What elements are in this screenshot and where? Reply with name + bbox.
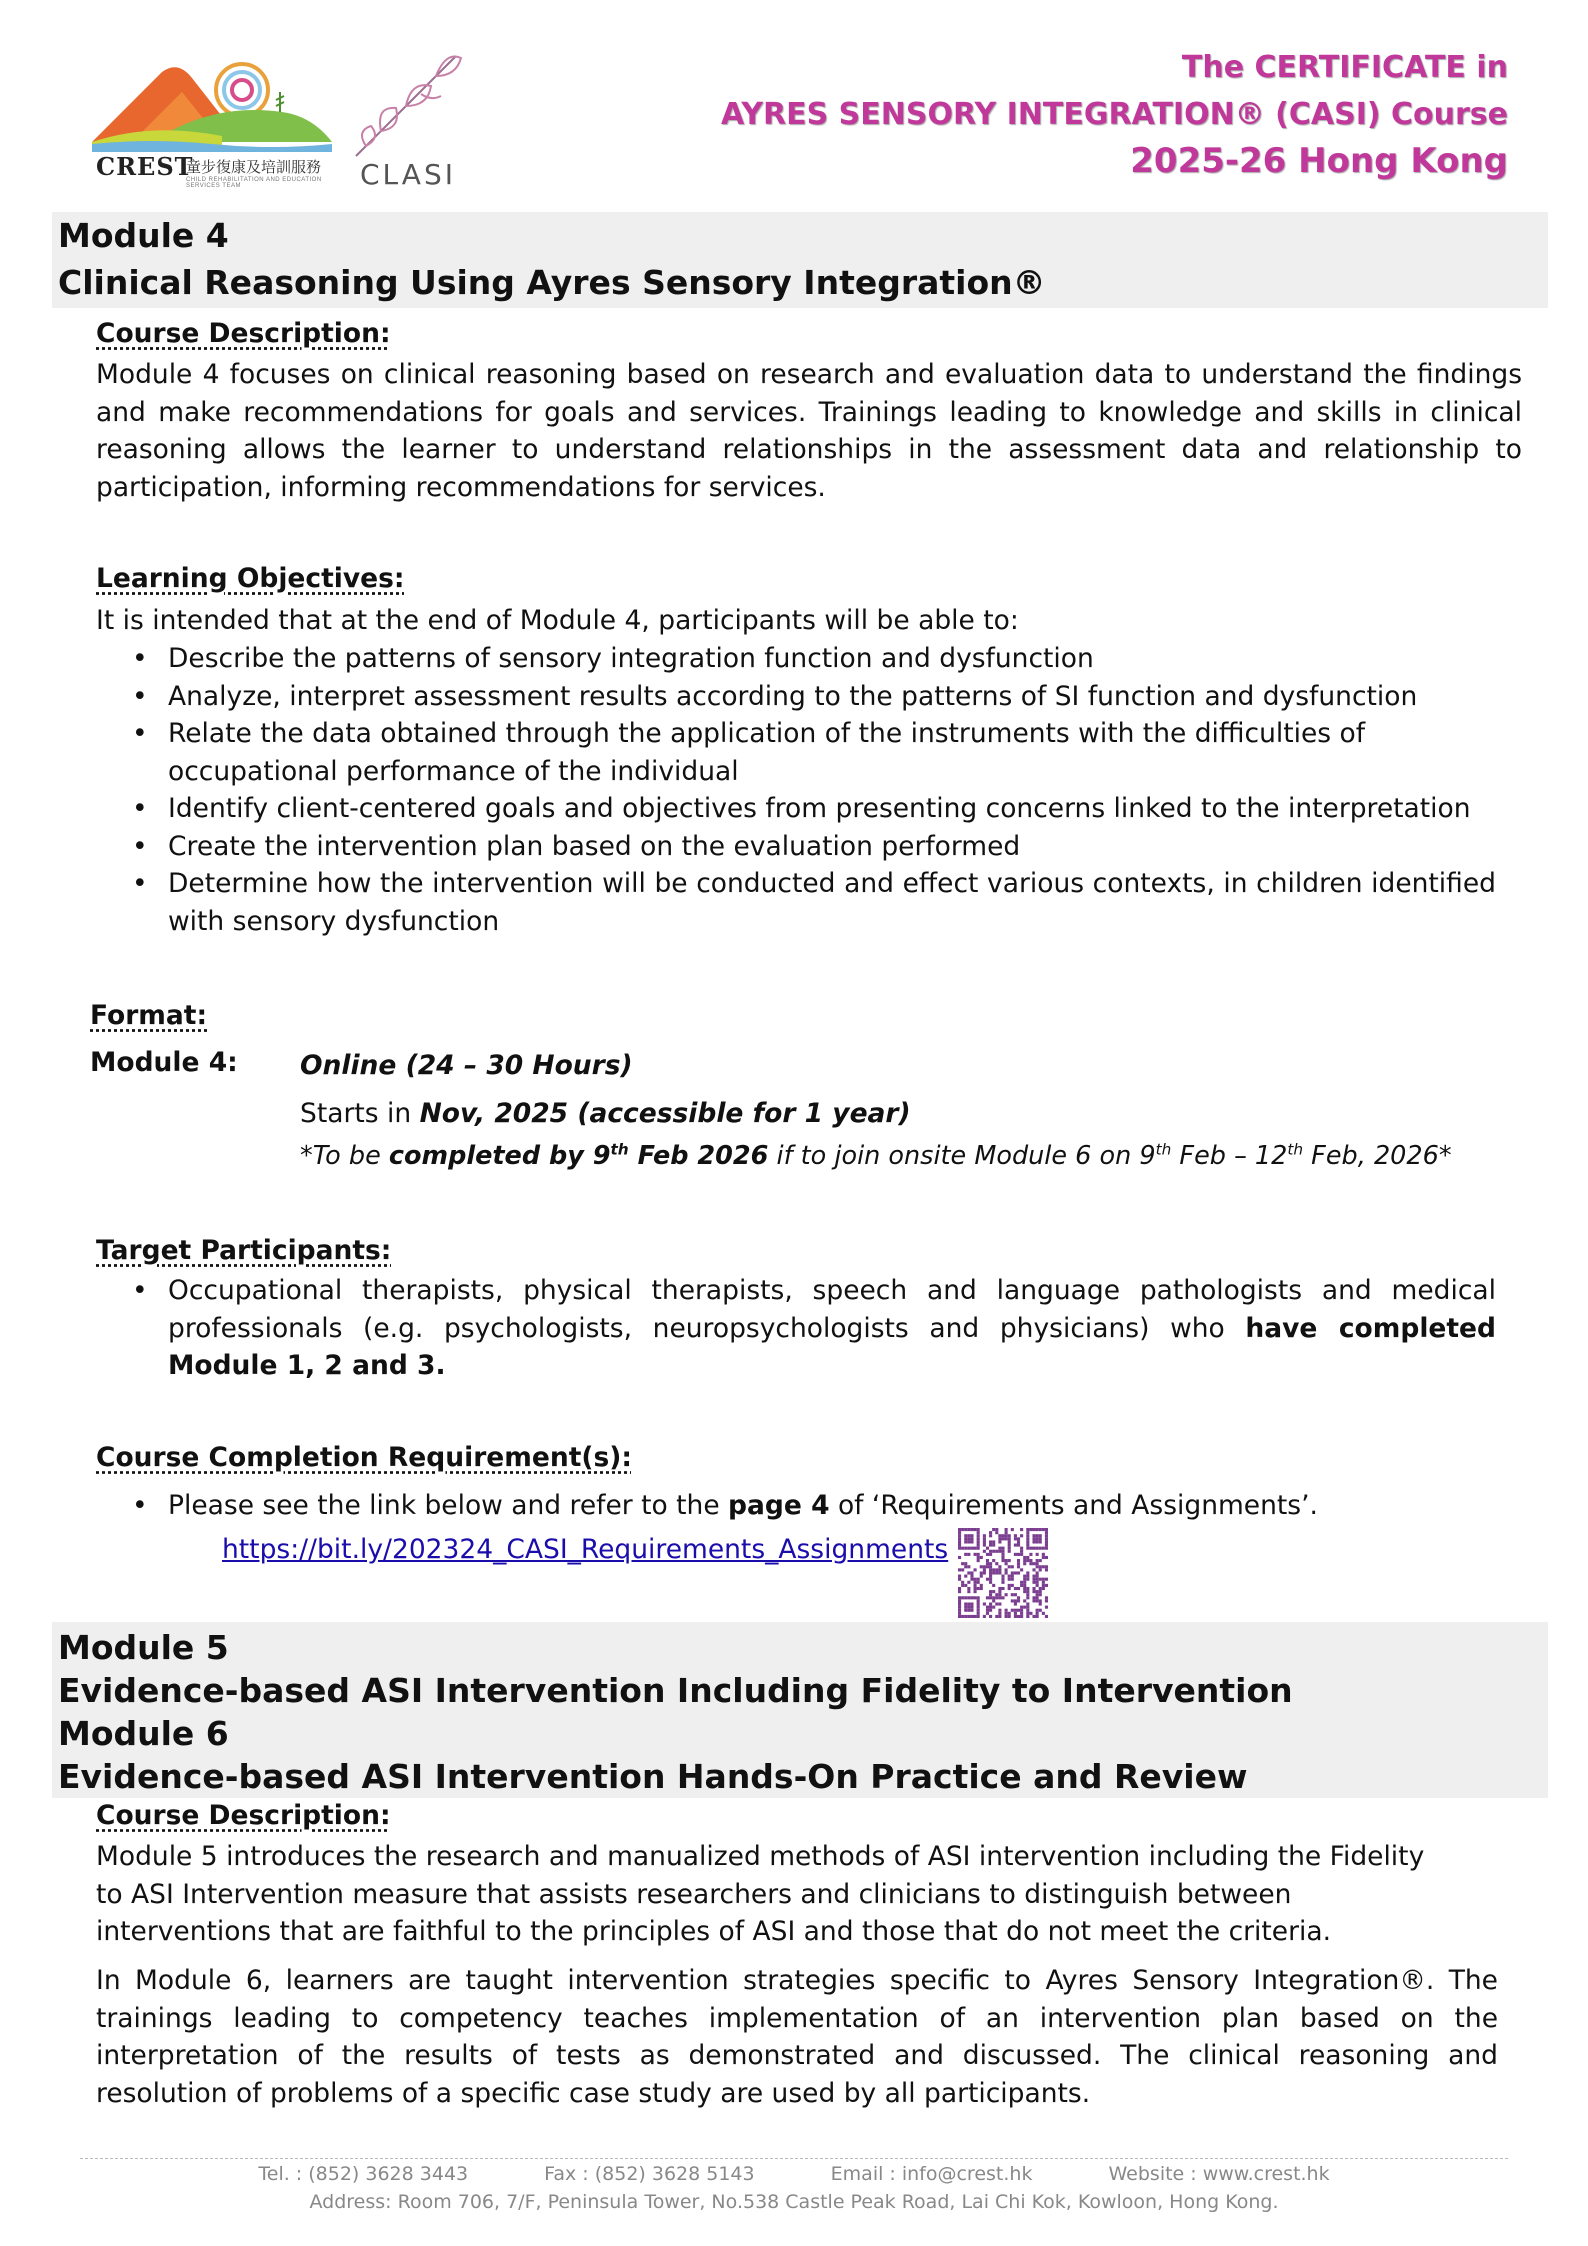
module-5-6-description-heading: Course Description: xyxy=(96,1800,391,1831)
objective-text: Create the intervention plan based on the evaluation performed xyxy=(168,830,1021,862)
list-item xyxy=(96,1272,1496,1385)
note-part: Feb 2026 xyxy=(628,1141,769,1171)
format-heading: Format: xyxy=(90,1000,208,1031)
list-item xyxy=(96,790,1496,828)
note-sup: th xyxy=(610,1140,629,1159)
module-5-number: Module 5 xyxy=(58,1628,229,1667)
module-4-number: Module 4 xyxy=(58,216,229,255)
target-text: Occupational therapists, physical therapists, speech and language pathologists and medical professionals (e.g. psychologists, neuropsychologists and physicians) who xyxy=(168,1275,1496,1344)
format-label: Module 4: xyxy=(90,1047,238,1078)
crest-mountain-icon xyxy=(92,52,332,152)
learning-objectives-heading: Learning Objectives: xyxy=(96,563,405,594)
completion-text: Please see the link below and refer to the xyxy=(168,1490,729,1521)
footer-contact xyxy=(80,2163,1508,2213)
module-6-number: Module 6 xyxy=(58,1714,229,1753)
completion-heading: Course Completion Requirement(s): xyxy=(96,1442,632,1473)
note-sup: th xyxy=(1155,1140,1172,1159)
format-start-prefix: Starts in xyxy=(300,1098,420,1129)
clasi-logo-name: CLASI xyxy=(360,158,456,191)
list-item xyxy=(96,715,1496,790)
note-sup: th xyxy=(1287,1140,1304,1159)
list-item xyxy=(96,828,1496,866)
learning-objectives-list xyxy=(96,640,1496,940)
format-note xyxy=(300,1138,1452,1176)
format-start xyxy=(300,1095,911,1133)
objective-text: Determine how the intervention will be conducted and effect various contexts, in children identified with sensory dysfunction xyxy=(168,868,1496,937)
format-start-value: Nov, 2025 (accessible for 1 year) xyxy=(419,1098,911,1129)
list-item xyxy=(96,865,1496,940)
completion-text: of ‘Requirements and Assignments’. xyxy=(829,1490,1318,1521)
objective-text: Analyze, interpret assessment results according to the patterns of SI function and dysfunction xyxy=(168,680,1418,712)
requirements-link[interactable]: https://bit.ly/202324_CASI_Requirements_Assignments xyxy=(222,1534,949,1565)
learning-objectives-intro: It is intended that at the end of Module 4, participants will be able to: xyxy=(96,605,1019,636)
qr-code-icon xyxy=(958,1528,1048,1618)
crest-logo xyxy=(92,52,332,190)
module-4-header xyxy=(52,212,1548,308)
course-title-line-2: AYRES SENSORY INTEGRATION® (CASI) Course xyxy=(720,97,1508,132)
course-title xyxy=(721,44,1508,185)
module-4-title: Clinical Reasoning Using Ayres Sensory Integration® xyxy=(58,263,1046,302)
footer-website[interactable]: Website : www.crest.hk xyxy=(1108,2163,1330,2185)
note-part: Feb, 2026* xyxy=(1303,1141,1452,1171)
list-item xyxy=(96,1487,1496,1525)
course-title-line-3: 2025-26 Hong Kong xyxy=(1130,141,1508,181)
module-5-6-header xyxy=(52,1622,1548,1798)
note-part: completed by 9 xyxy=(388,1141,611,1171)
note-part: Feb – 12 xyxy=(1171,1141,1288,1171)
module-4-description-heading: Course Description: xyxy=(96,318,391,349)
footer-email[interactable]: Email : info@crest.hk xyxy=(830,2163,1033,2185)
course-title-line-1: The CERTIFICATE in xyxy=(1181,50,1508,85)
module-5-description: Module 5 introduces the research and manualized methods of ASI intervention including the Fidelity to ASI Intervention measure that assists researchers and clinicians to distinguish between interventions that are faithful to the principles of ASI and those that do not meet the criteria. xyxy=(96,1841,1425,1947)
list-item xyxy=(96,678,1496,716)
crest-logo-name: CREST xyxy=(96,152,194,181)
format-mode: Online (24 – 30 Hours) xyxy=(300,1050,633,1081)
note-part: if to join onsite Module 6 on 9 xyxy=(768,1141,1156,1171)
module-6-title: Evidence-based ASI Intervention Hands-On Practice and Review xyxy=(58,1757,1248,1796)
completion-list xyxy=(96,1487,1496,1525)
footer-divider xyxy=(80,2158,1508,2159)
module-5-title: Evidence-based ASI Intervention Including Fidelity to Intervention xyxy=(58,1671,1293,1710)
crest-logo-subtitle: CHILD REHABILITATION AND EDUCATION SERVICES TEAM xyxy=(186,177,322,189)
crest-logo-chinese: 童步復康及培訓服務 xyxy=(186,158,322,176)
clasi-logo xyxy=(336,46,476,196)
list-item xyxy=(96,640,1496,678)
objective-text: Identify client-centered goals and objectives from presenting concerns linked to the interpretation xyxy=(168,793,1471,824)
target-participants-heading: Target Participants: xyxy=(96,1235,392,1266)
completion-page: page 4 xyxy=(728,1490,830,1521)
footer-fax: Fax : (852) 3628 5143 xyxy=(544,2163,755,2185)
module-4-description: Module 4 focuses on clinical reasoning based on research and evaluation data to understand the findings and make recommendations for goals and services. Trainings leading to knowledge and skills in clinical reasoning allows the learner to understand relationships in the assessment data and relationship to participation, informing recommendations for services. xyxy=(96,359,1522,503)
magnolia-flower-icon xyxy=(336,46,476,161)
note-part: *To be xyxy=(300,1141,389,1171)
footer-address: Address: Room 706, 7/F, Peninsula Tower, No.538 Castle Peak Road, Lai Chi Kok, Kowloon, Hong Kong. xyxy=(309,2191,1279,2213)
module-6-description: In Module 6, learners are taught intervention strategies specific to Ayres Sensory Integration®. The trainings leading to competency teaches implementation of an intervention plan based on the interpretation of the results of tests as demonstrated and discussed. The clinical reasoning and resolution of problems of a specific case study are used by all participants. xyxy=(96,1965,1498,2109)
objective-text: Relate the data obtained through the application of the instruments with the difficulties of occupational performance of the individual xyxy=(168,718,1366,787)
target-bold: have completed Module 1, 2 and 3. xyxy=(168,1312,1496,1381)
objective-text: Describe the patterns of sensory integration function and dysfunction xyxy=(168,643,1094,674)
target-participants-list xyxy=(96,1272,1496,1385)
footer-tel: Tel. : (852) 3628 3443 xyxy=(258,2163,469,2185)
